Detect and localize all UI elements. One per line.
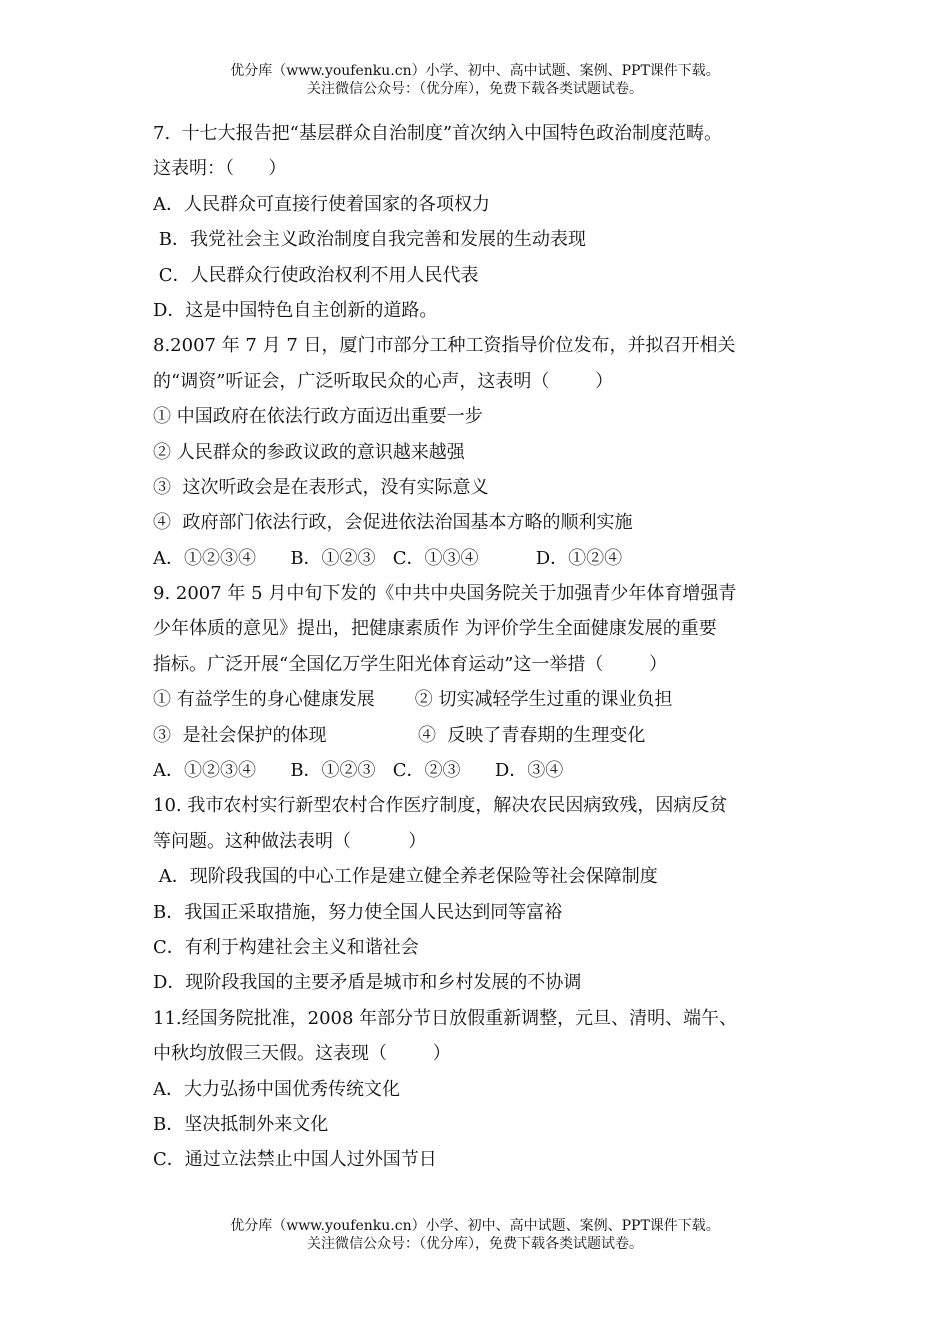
footer-line-2: 关注微信公众号：（优分库），免费下载各类试题试卷。 — [307, 1236, 643, 1252]
header-line-2: 关注微信公众号：（优分库），免费下载各类试题试卷。 — [307, 81, 643, 97]
text-line: 的“调资”听证会，广泛听取民众的心声，这表明（ ） — [153, 370, 614, 392]
text-line: C．通过立法禁止中国人过外国节日 — [153, 1149, 437, 1171]
text-line: D．这是中国特色自主创新的道路。 — [153, 299, 438, 321]
text-line: A．①②③④ B．①②③ C．②③ D．③④ — [153, 760, 564, 782]
text-line: 少年体质的意见》提出，把健康素质作 为评价学生全面健康发展的重要 — [153, 618, 717, 640]
text-line: A．现阶段我国的中心工作是建立健全养老保险等社会保障制度 — [153, 866, 658, 888]
text-line: 8.2007 年 7 月 7 日，厦门市部分工种工资指导价位发布，并拟召开相关 — [153, 335, 736, 357]
text-line: 7. 十七大报告把“基层群众自治制度”首次纳入中国特色政治制度范畴。 — [153, 123, 723, 144]
text-line: A．①②③④ B．①②③ C．①③④ D．①②④ — [153, 547, 623, 569]
text-line: ① 有益学生的身心健康发展 ② 切实减轻学生过重的课业负担 — [153, 689, 673, 711]
text-line: ④ 政府部门依法行政，会促进依法治国基本方略的顺利实施 — [153, 512, 633, 534]
text-line: B．我党社会主义政治制度自我完善和发展的生动表现 — [153, 229, 586, 251]
text-line: 等问题。这种做法表明（ ） — [153, 830, 427, 852]
header-line-1: 优分库（www.youfenku.cn）小学、初中、高中试题、案例、PPT课件下载。 — [230, 63, 720, 79]
text-line: 指标。广泛开展“全国亿万学生阳光体育运动”这一举措（ ） — [153, 653, 668, 675]
text-line: ① 中国政府在依法行政方面迈出重要一步 — [153, 406, 483, 428]
text-line: 9. 2007 年 5 月中旬下发的《中共中央国务院关于加强青少年体育增强青 — [153, 583, 737, 605]
text-line: A．人民群众可直接行使着国家的各项权力 — [153, 193, 490, 215]
text-line: 10. 我市农村实行新型农村合作医疗制度，解决农民因病致残，因病反贫 — [153, 795, 728, 817]
text-line: C．人民群众行使政治权利不用人民代表 — [153, 264, 479, 286]
text-line: C．有利于构建社会主义和谐社会 — [153, 936, 419, 958]
text-line: A．大力弘扬中国优秀传统文化 — [153, 1078, 400, 1100]
text-line: ③ 是社会保护的体现 ④ 反映了青春期的生理变化 — [153, 724, 646, 746]
text-line: 11.经国务院批准，2008 年部分节日放假重新调整，元旦、清明、端午、 — [153, 1007, 738, 1029]
page-footer — [0, 1217, 950, 1253]
footer-line-1: 优分库（www.youfenku.cn）小学、初中、高中试题、案例、PPT课件下载。 — [230, 1218, 720, 1234]
text-line: ③ 这次听政会是在表形式，没有实际意义 — [153, 476, 489, 498]
question-content — [153, 116, 803, 1178]
text-line: ② 人民群众的参政议政的意识越来越强 — [153, 441, 465, 463]
text-line: D．现阶段我国的主要矛盾是城市和乡村发展的不协调 — [153, 972, 582, 994]
text-line: 中秋均放假三天假。这表现（ ） — [153, 1043, 451, 1065]
page-header — [0, 62, 950, 98]
text-line: 这表明：（ ） — [153, 158, 287, 180]
text-line: B．坚决抵制外来文化 — [153, 1113, 329, 1135]
text-line: B．我国正采取措施，努力使全国人民达到同等富裕 — [153, 901, 563, 923]
